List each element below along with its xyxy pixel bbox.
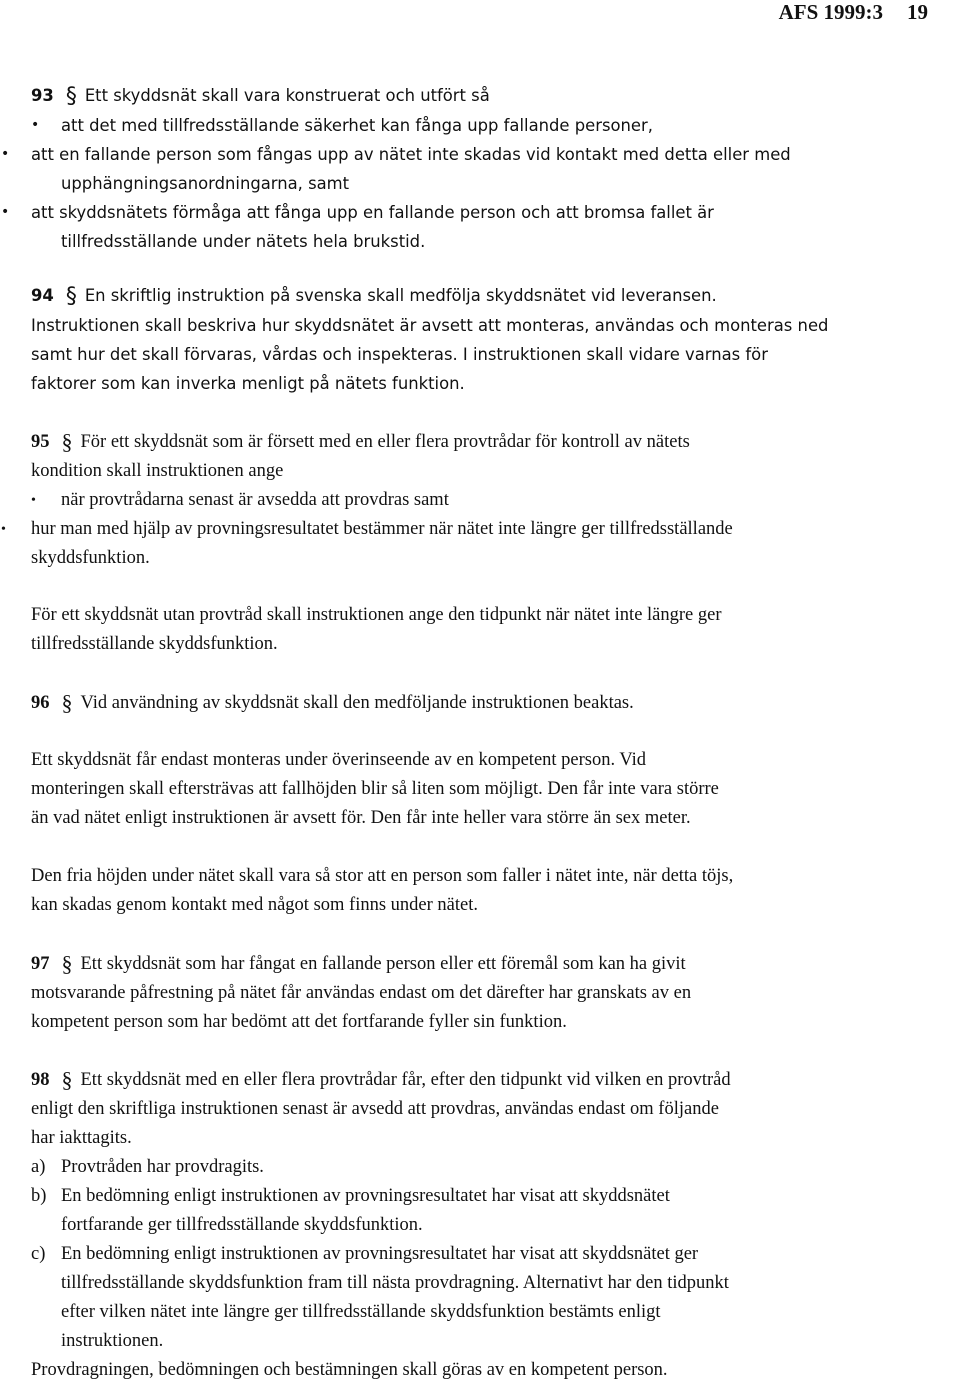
bullet-continuation: tillfredsställande under nätets hela brukstid. <box>61 232 426 251</box>
list-label: a) <box>31 1157 46 1177</box>
section-97 <box>31 949 957 1037</box>
section-number: 93 <box>31 86 54 105</box>
list-item-a <box>31 1153 957 1182</box>
bullet-icon: • <box>1 146 10 162</box>
section-95-paragraph-2 <box>31 601 957 659</box>
text-line: tillfredsställande skyddsfunktion. <box>31 634 278 654</box>
text-line: För ett skyddsnät utan provtråd skall instruktionen ange den tidpunkt när nätet inte längre ger <box>31 605 722 625</box>
document-id: AFS 1999:3 <box>778 0 883 24</box>
text-line: Ett skyddsnät får endast monteras under överinseende av en kompetent person. Vid <box>31 750 647 770</box>
text-line: samt hur det skall förvaras, vårdas och inspekteras. I instruktionen skall vidare varnas för <box>31 345 768 364</box>
bullet-icon: • <box>1 204 10 220</box>
bullet-item <box>1 198 957 227</box>
section-95-heading <box>31 427 957 457</box>
text-line: kompetent person som har bedömt att det fortfarande fyller sin funktion. <box>31 1012 567 1032</box>
section-94-heading <box>31 281 957 311</box>
bullet-item <box>31 111 957 140</box>
section-text: Ett skyddsnät skall vara konstruerat och utfört så <box>84 86 490 105</box>
bullet-icon: • <box>31 493 36 508</box>
text-line: kondition skall instruktionen ange <box>31 461 284 481</box>
paragraph-sign: § <box>65 284 77 309</box>
text-line: har iakttagits. <box>31 1128 132 1148</box>
section-number: 98 <box>31 1070 50 1090</box>
text-line: Provdragningen, bedömningen och bestämningen skall göras av en kompetent person. <box>31 1360 668 1380</box>
bullet-text: att en fallande person som fångas upp av nätet inte skadas vid kontakt med detta eller med <box>31 145 791 164</box>
text-line: än vad nätet enligt instruktionen är avsett för. Den får inte heller vara större än sex meter. <box>31 808 691 828</box>
paragraph-sign: § <box>61 1067 73 1092</box>
section-text: En skriftlig instruktion på svenska skall medfölja skyddsnätet vid leveransen. <box>84 286 717 305</box>
section-96-paragraph-3 <box>31 862 957 920</box>
text-line: enligt den skriftliga instruktionen senast är avsedd att provdras, användas endast om följande <box>31 1099 719 1119</box>
text-line: motsvarande påfrestning på nätet får användas endast om det därefter har granskats av en <box>31 983 692 1003</box>
text-line: Den fria höjden under nätet skall vara så stor att en person som faller i nätet inte, när detta töjs, <box>31 866 734 886</box>
paragraph-sign: § <box>61 951 73 976</box>
list-label: b) <box>31 1186 47 1206</box>
section-97-heading <box>31 949 957 979</box>
bullet-item <box>1 515 957 544</box>
paragraph-sign: § <box>65 84 77 109</box>
text-line: faktorer som kan inverka menligt på nätets funktion. <box>31 374 465 393</box>
section-text: Ett skyddsnät som har fångat en fallande person eller ett föremål som kan ha givit <box>80 954 686 974</box>
section-98 <box>31 1065 957 1385</box>
page-header <box>779 0 928 24</box>
bullet-item <box>1 140 957 169</box>
bullet-item <box>31 486 957 515</box>
section-96-heading <box>31 688 957 718</box>
section-98-heading <box>31 1065 957 1095</box>
list-text: instruktionen. <box>61 1331 164 1351</box>
bullet-text: hur man med hjälp av provningsresultatet bestämmer när nätet inte längre ger tillfredsställande <box>31 519 733 539</box>
bullet-continuation: upphängningsanordningarna, samt <box>61 174 350 193</box>
bullet-icon: • <box>31 117 40 133</box>
section-94 <box>31 281 957 398</box>
list-text: tillfredsställande skyddsfunktion fram till nästa provdragning. Alternativt har den tidpunkt <box>61 1273 729 1293</box>
list-text: fortfarande ger tillfredsställande skyddsfunktion. <box>61 1215 423 1235</box>
list-item-c <box>31 1240 957 1356</box>
section-number: 95 <box>31 432 50 452</box>
text-line: kan skadas genom kontakt med något som finns under nätet. <box>31 895 478 915</box>
list-text: En bedömning enligt instruktionen av provningsresultatet har visat att skyddsnätet <box>61 1186 670 1206</box>
text-line: monteringen skall eftersträvas att fallhöjden blir så liten som möjligt. Den får inte vara större <box>31 779 719 799</box>
section-96 <box>31 688 957 718</box>
section-text: För ett skyddsnät som är försett med en eller flera provtrådar för kontroll av nätets <box>80 432 690 452</box>
page-number: 19 <box>907 0 928 24</box>
text-line: Instruktionen skall beskriva hur skyddsnätet är avsett att monteras, användas och monteras ned <box>31 316 829 335</box>
list-text: Provtråden har provdragits. <box>61 1157 264 1177</box>
paragraph-sign: § <box>61 690 73 715</box>
bullet-continuation: skyddsfunktion. <box>31 548 150 568</box>
section-number: 96 <box>31 693 50 713</box>
section-93 <box>1 81 957 256</box>
section-95 <box>1 427 957 573</box>
bullet-text: att det med tillfredsställande säkerhet kan fånga upp fallande personer, <box>61 116 653 135</box>
list-label: c) <box>31 1244 46 1264</box>
bullet-icon: • <box>1 522 6 537</box>
section-93-heading <box>31 81 957 111</box>
section-number: 94 <box>31 286 54 305</box>
list-text: En bedömning enligt instruktionen av provningsresultatet har visat att skyddsnätet ger <box>61 1244 699 1264</box>
section-96-paragraph-2 <box>31 746 957 833</box>
paragraph-sign: § <box>61 429 73 454</box>
bullet-text: när provtrådarna senast är avsedda att provdras samt <box>61 490 449 510</box>
section-number: 97 <box>31 954 50 974</box>
bullet-text: att skyddsnätets förmåga att fånga upp en fallande person och att bromsa fallet är <box>31 203 714 222</box>
list-text: efter vilken nätet inte längre ger tillfredsställande skyddsfunktion bestämts enligt <box>61 1302 661 1322</box>
section-text: Ett skyddsnät med en eller flera provtrådar får, efter den tidpunkt vid vilken en provtråd <box>80 1070 731 1090</box>
list-item-b <box>31 1182 957 1240</box>
section-text: Vid användning av skyddsnät skall den medföljande instruktionen beaktas. <box>80 693 634 713</box>
